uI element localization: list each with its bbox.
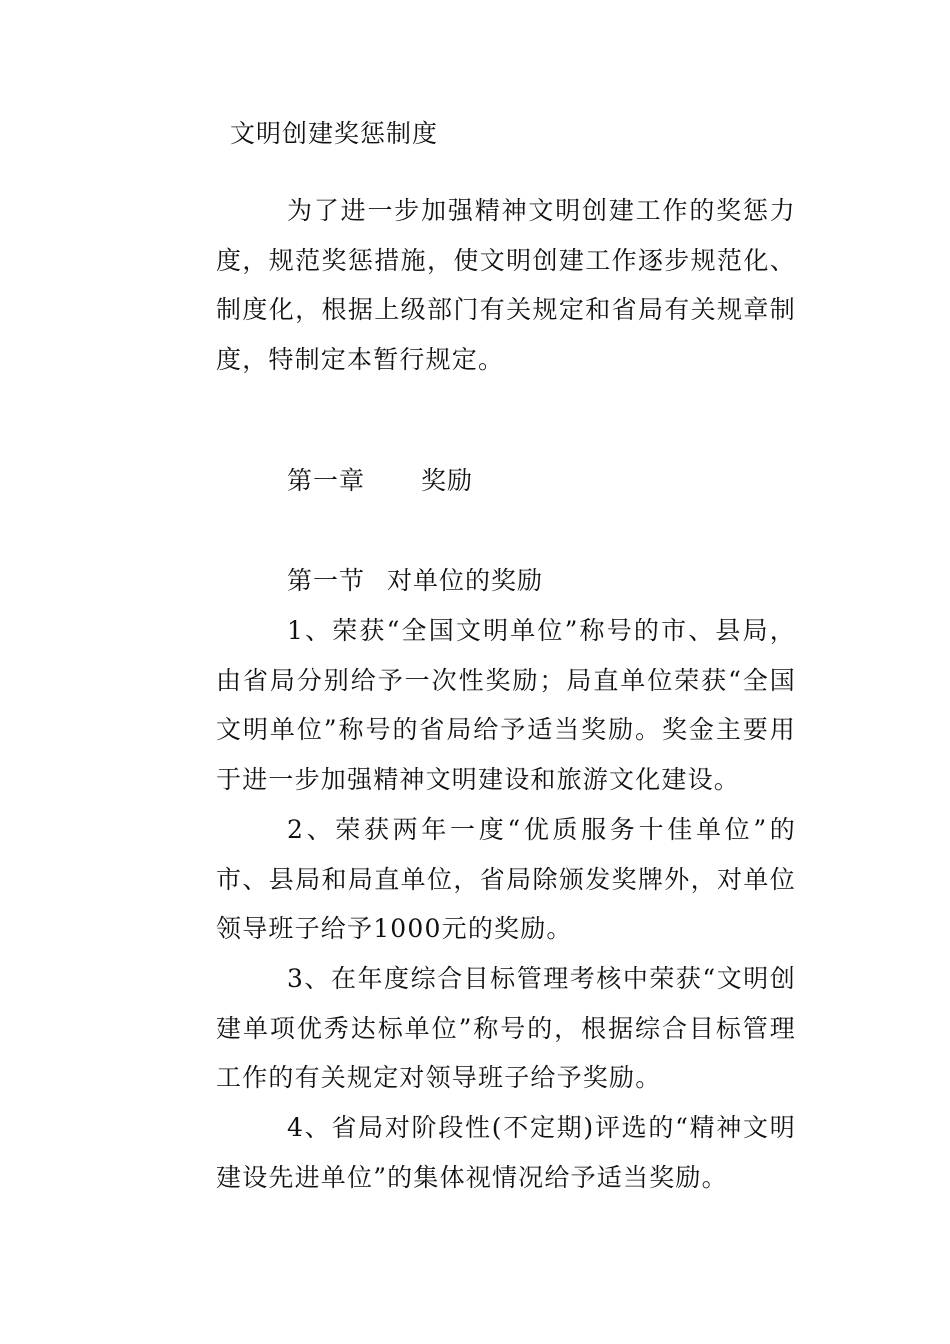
intro-paragraph: 为了进一步加强精神文明创建工作的奖惩力度，规范奖惩措施，使文明创建工作逐步规范化、制度化，根据上级部门有关规定和省局有关规章制度，特制定本暂行规定。: [216, 196, 796, 374]
list-item: 3、在年度综合目标管理考核中荣获“文明创建单项优秀达标单位”称号的，根据综合目标管理工作的有关规定对领导班子给予奖励。: [216, 964, 796, 1092]
section-name: 对单位的奖励: [387, 566, 544, 595]
chapter-heading: [287, 463, 473, 499]
list-item: 2、荣获两年一度“优质服务十佳单位”的市、县局和局直单位，省局除颁发奖牌外，对单位领导班子给予1000元的奖励。: [216, 815, 796, 943]
list-item: 1、荣获“全国文明单位”称号的市、县局，由省局分别给予一次性奖励；局直单位荣获“全国文明单位”称号的省局给予适当奖励。奖金主要用于进一步加强精神文明建设和旅游文化建设。: [216, 616, 796, 794]
chapter-name: 奖励: [421, 466, 474, 495]
list-item: 4、省局对阶段性(不定期)评选的“精神文明建设先进单位”的集体视情况给予适当奖励。: [216, 1113, 796, 1192]
section-heading: [287, 563, 543, 599]
document-title: 文明创建奖惩制度: [230, 119, 439, 148]
chapter-number: 第一章: [287, 466, 366, 495]
section-number: 第一节: [287, 566, 366, 595]
